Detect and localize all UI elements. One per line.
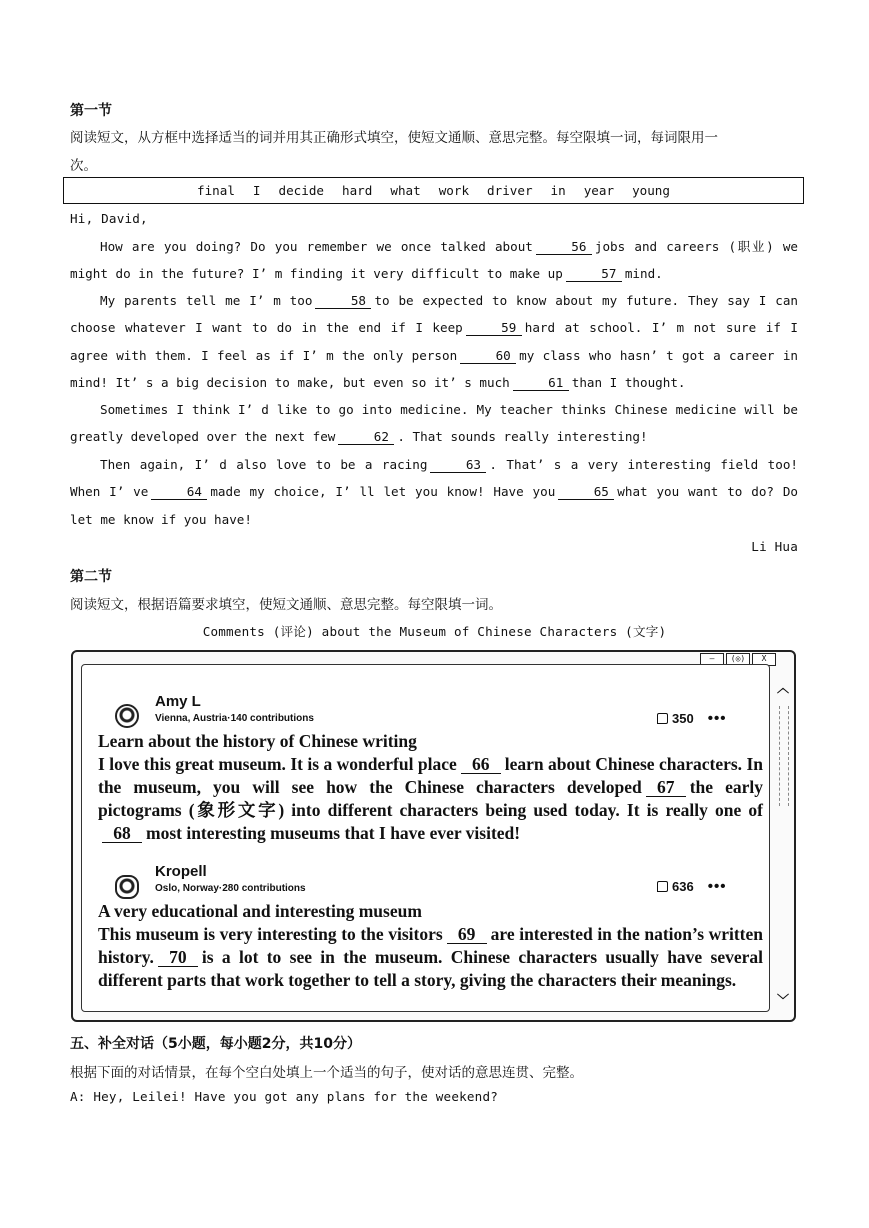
more-options-icon[interactable]: ••• [707, 878, 727, 895]
answer-blank[interactable]: 70 [158, 949, 198, 967]
section2-heading: 第二节 [70, 569, 112, 585]
word-box-item: work [438, 183, 470, 198]
scrollbar[interactable] [776, 682, 790, 1006]
paragraph-text: How are you doing? Do you remember we once talked about [100, 239, 533, 254]
comment-body [98, 923, 763, 992]
paragraph-text: made my choice, I’ ll let you know! Have you [210, 484, 556, 500]
comment-text: most interesting museums that I have ever visited! [146, 823, 521, 843]
scroll-down-icon[interactable]: ﹀ [776, 993, 789, 1007]
section1-heading: 第一节 [70, 103, 112, 119]
section2-instruction: 阅读短文，根据语篇要求填空，使短文通顺、意思完整。每空限填一词。 [70, 597, 502, 613]
paragraph-text: My parents tell me I’ m too [100, 293, 313, 308]
word-box-item: hard [342, 183, 373, 198]
comment-text: I love this great museum. It is a wonderful place [98, 754, 457, 774]
section3-instruction: 根据下面的对话情景，在每个空白处填上一个适当的句子，使对话的意思连贯、完整。 [70, 1065, 583, 1081]
comment-text: is a lot to see in the museum. Chinese characters usually have several different parts that work together to tell a story, giving the characters their meanings. [98, 947, 763, 990]
section1-instruction-line1: 阅读短文，从方框中选择适当的词并用其正确形式填空，使短文通顺、意思完整。每空限填一词，每词限用一 [70, 130, 718, 146]
paragraph-text: hard at school. I’ m not sure if I agree with them. I feel as if I’ m the only person [70, 320, 798, 363]
restore-icon[interactable]: (◎) [726, 653, 750, 666]
minimize-icon[interactable]: — [700, 653, 724, 666]
answer-blank[interactable]: 61 [513, 375, 569, 391]
word-box-item: I [252, 183, 261, 198]
like-count[interactable] [657, 710, 726, 727]
answer-blank[interactable]: 59 [466, 320, 522, 336]
letter-paragraph-3 [70, 396, 798, 451]
paragraph-text: than I thought. [571, 374, 686, 390]
section1-instruction-line2: 次。 [70, 158, 97, 174]
letter-paragraph-2 [70, 287, 798, 396]
answer-blank[interactable]: 57 [566, 266, 622, 282]
like-number: 636 [672, 879, 694, 894]
comment-card [82, 855, 769, 1015]
paragraph-text: my class who hasn’ t got a career in mind! It’ s a big decision to make, but even so it’ s much [70, 347, 798, 390]
word-box-item: decide [278, 183, 325, 198]
comment-author-meta: Oslo, Norway·280 contributions [155, 883, 306, 894]
paragraph-text: . That’ s a very interesting field too! When I’ ve [70, 457, 798, 500]
comment-text: are interested in the nation’s written history. [98, 924, 763, 967]
avatar [115, 875, 139, 899]
word-box-item: young [632, 183, 670, 198]
word-box-item: year [583, 183, 615, 198]
comment-author: Amy L [155, 693, 201, 710]
paragraph-text: mind. [624, 266, 663, 282]
close-icon[interactable]: X [752, 653, 776, 666]
comment-body [98, 753, 763, 845]
word-box-item: driver [487, 183, 533, 198]
answer-blank[interactable]: 56 [536, 239, 592, 255]
comment-text: the early pictograms (象形文字) into different characters being used today. It is really one of [98, 777, 764, 820]
answer-blank[interactable]: 66 [461, 756, 501, 774]
answer-blank[interactable]: 62 [338, 429, 394, 445]
answer-blank[interactable]: 58 [315, 293, 371, 309]
comment-text: learn about Chinese characters. In the museum, you will see how the Chinese characters developed [98, 754, 764, 797]
comment-author: Kropell [155, 863, 207, 880]
letter-greeting: Hi, David, [70, 211, 148, 226]
like-number: 350 [672, 711, 694, 726]
paragraph-text: Then again, I’ d also love to be a racing [100, 457, 428, 472]
comment-text: This museum is very interesting to the visitors [98, 924, 443, 944]
comment-card [82, 665, 769, 845]
word-box-item: what [390, 183, 421, 198]
answer-blank[interactable]: 69 [447, 926, 487, 944]
section3-heading: 五、补全对话（5小题，每小题2分，共10分） [70, 1036, 361, 1052]
answer-blank[interactable]: 63 [430, 457, 486, 473]
dialogue-line-a: A: Hey, Leilei! Have you got any plans for the weekend? [70, 1089, 499, 1104]
word-box [63, 177, 804, 204]
scrollbar-thumb[interactable] [779, 706, 789, 806]
letter-signature: Li Hua [751, 539, 798, 554]
letter-paragraph-4 [70, 451, 798, 533]
avatar [115, 704, 139, 728]
paragraph-text: to be expected to know about my future. They say I can choose whatever I want to do in the end if I keep [70, 293, 799, 336]
paragraph-text: jobs and careers (职业) we might do in the future? I’ m finding it very difficult to make up [70, 239, 798, 282]
screenshot-caption: Comments (评论) about the Museum of Chinese Characters (文字) [202, 624, 667, 639]
word-box-item: final [197, 183, 235, 198]
answer-blank[interactable]: 67 [646, 779, 686, 797]
word-box-item: in [550, 183, 566, 198]
comment-author-meta: Vienna, Austria·140 contributions [155, 713, 314, 724]
thumbs-up-icon [657, 881, 668, 892]
comment-title: Learn about the history of Chinese writing [98, 731, 417, 751]
answer-blank[interactable]: 68 [102, 825, 142, 843]
scroll-up-icon[interactable]: ︿ [776, 681, 789, 695]
paragraph-text: . That sounds really interesting! [397, 429, 648, 445]
museum-review-screenshot [71, 650, 796, 1022]
letter-paragraph-1 [70, 233, 798, 288]
answer-blank[interactable]: 60 [460, 348, 516, 364]
answer-blank[interactable]: 65 [558, 484, 614, 500]
more-options-icon[interactable]: ••• [707, 710, 727, 727]
comments-panel [81, 664, 770, 1012]
paragraph-text: what you want to do? Do let me know if you have! [70, 484, 798, 527]
paragraph-text: Sometimes I think I’ d like to go into medicine. My teacher thinks Chinese medicine will be greatly developed over the next few [70, 402, 798, 445]
thumbs-up-icon [657, 713, 668, 724]
like-count[interactable] [657, 878, 726, 895]
comment-title: A very educational and interesting museum [98, 901, 422, 921]
answer-blank[interactable]: 64 [151, 484, 207, 500]
